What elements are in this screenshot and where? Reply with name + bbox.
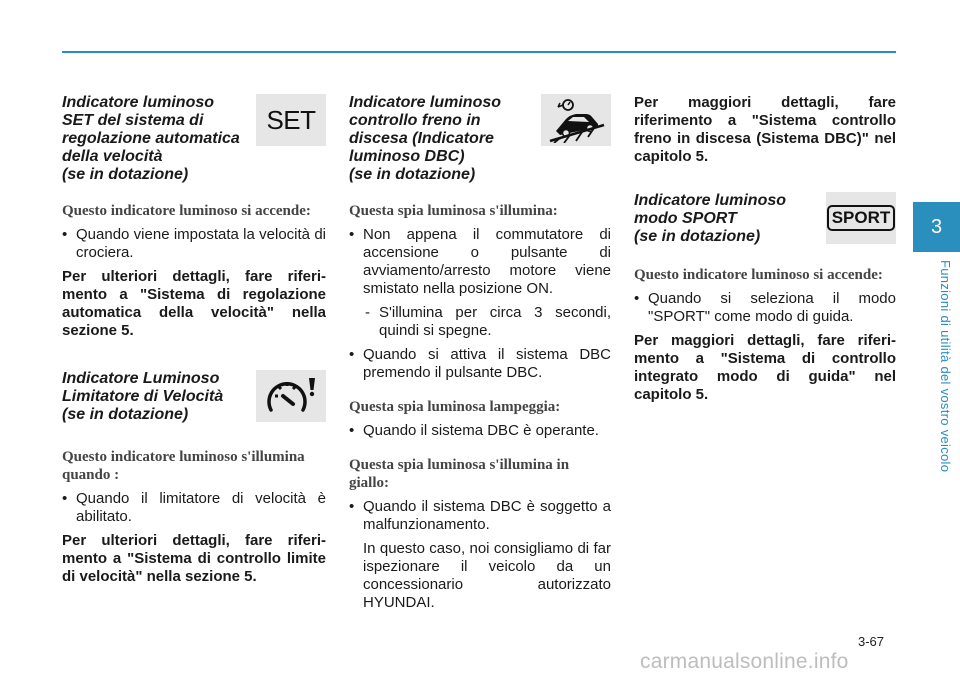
- speed-limiter-icon: [256, 370, 326, 422]
- column-2: [349, 94, 611, 612]
- chapter-title: Funzioni di utilità del vostro veicolo: [938, 260, 953, 473]
- limit-section-header: [62, 370, 326, 426]
- set-bullet-text: • Quando viene impostata la velocità di crociera.: [76, 226, 326, 261]
- dbc-bullet-blink: [349, 422, 611, 440]
- dbc-bullet-on-text: • Non appena il commutatore di accensione o pulsante di avviamento/arresto motore viene smistato nella posizione ON.: [363, 226, 611, 297]
- dbc-section-header: [349, 94, 611, 186]
- dbc-bullet-yellow: [349, 498, 611, 534]
- downhill-brake-control-icon: [541, 94, 611, 146]
- dbc-heading-line: (se in dotazione): [349, 166, 476, 183]
- dbc-subhead-on: Questa spia luminosa s'illumina:: [349, 203, 558, 219]
- limit-bullet-text: • Quando il limitatore di velocità è abilitato.: [76, 490, 326, 525]
- chapter-tab: [913, 202, 960, 252]
- limit-subhead: Questo indicatore luminoso s'illumina quando :: [62, 449, 305, 483]
- limit-heading-line: Indicatore Luminoso: [62, 370, 220, 387]
- chapter-number: 3: [930, 215, 943, 238]
- dbc-yellow-note: In questo caso, noi consigliamo di far ispezionare il veicolo da un concessionario autorizzato HYUNDAI.: [363, 540, 611, 611]
- speed-limiter-icon-graphic: [263, 374, 319, 418]
- sport-bullet: [634, 290, 896, 326]
- dbc-bullet-on: [349, 226, 611, 298]
- set-bullet: [62, 226, 326, 262]
- dbc-heading-line: luminoso DBC): [349, 148, 465, 165]
- sport-heading-line: Indicatore luminoso: [634, 192, 787, 209]
- set-section-header: [62, 94, 326, 186]
- dbc-subhead-blink: Questa spia luminosa lampeggia:: [349, 399, 561, 415]
- dbc-subhead-yellow: Questa spia luminosa s'illumina in giallo:: [349, 457, 570, 491]
- limit-note: Per ulteriori dettagli, fare riferi-mento a "Sistema di controllo limite di velocità" nella sezione 5.: [62, 532, 326, 585]
- top-rule: [62, 51, 896, 53]
- set-heading-line: SET del sistema di: [62, 112, 204, 129]
- dbc-bullet-on-2-text: • Quando si attiva il sistema DBC premendo il pulsante DBC.: [363, 346, 611, 381]
- column-1: [62, 94, 326, 586]
- dbc-heading-line: controllo freno in: [349, 112, 481, 129]
- limit-heading-line: Limitatore di Velocità: [62, 388, 224, 405]
- set-icon-label: SET: [266, 104, 316, 135]
- sport-heading-line: (se in dotazione): [634, 228, 761, 245]
- set-note: Per ulteriori dettagli, fare riferi-mento a "Sistema di regolazione automatica della velocità" nella sezione 5.: [62, 268, 326, 339]
- sport-bullet-text: • Quando si seleziona il modo "SPORT" come modo di guida.: [648, 290, 896, 325]
- set-heading-line: regolazione automatica: [62, 130, 240, 147]
- set-heading-line: della velocità: [62, 148, 163, 165]
- set-subhead: Questo indicatore luminoso si accende:: [62, 203, 311, 219]
- downhill-brake-control-icon-graphic: [546, 97, 606, 143]
- dbc-heading-line: Indicatore luminoso: [349, 94, 502, 111]
- dbc-bullet-blink-text: • Quando il sistema DBC è operante.: [363, 422, 599, 439]
- watermark: carmanualsonline.info: [640, 650, 849, 673]
- sport-subhead: Questo indicatore luminoso si accende:: [634, 267, 883, 283]
- limit-bullet: [62, 490, 326, 526]
- set-heading-line: (se in dotazione): [62, 166, 189, 183]
- sport-icon-label: SPORT: [827, 205, 896, 231]
- dbc-heading-line: discesa (Indicatore: [349, 130, 494, 147]
- sport-note: Per maggiori dettagli, fare riferi-mento a "Sistema di controllo integrato modo di guida" nel capitolo 5.: [634, 332, 896, 403]
- sport-mode-icon: [826, 192, 896, 244]
- set-heading-line: Indicatore luminoso: [62, 94, 215, 111]
- page-number: 3-67: [858, 634, 885, 649]
- dbc-ref-note: Per maggiori dettagli, fare riferimento a "Sistema controllo freno in discesa (Sistema DBC)" nel capitolo 5.: [634, 94, 896, 165]
- dbc-bullet-yellow-text: • Quando il sistema DBC è soggetto a malfunzionamento.: [363, 498, 611, 533]
- set-indicator-icon: [256, 94, 326, 146]
- dbc-sub-bullet: - S'illumina per circa 3 secondi, quindi si spegne.: [357, 304, 611, 340]
- limit-heading-line: (se in dotazione): [62, 406, 189, 423]
- dbc-bullet-on-2: [349, 346, 611, 382]
- column-3: [634, 94, 896, 404]
- sport-heading-line: modo SPORT: [634, 210, 737, 227]
- sport-section-header: [634, 192, 896, 248]
